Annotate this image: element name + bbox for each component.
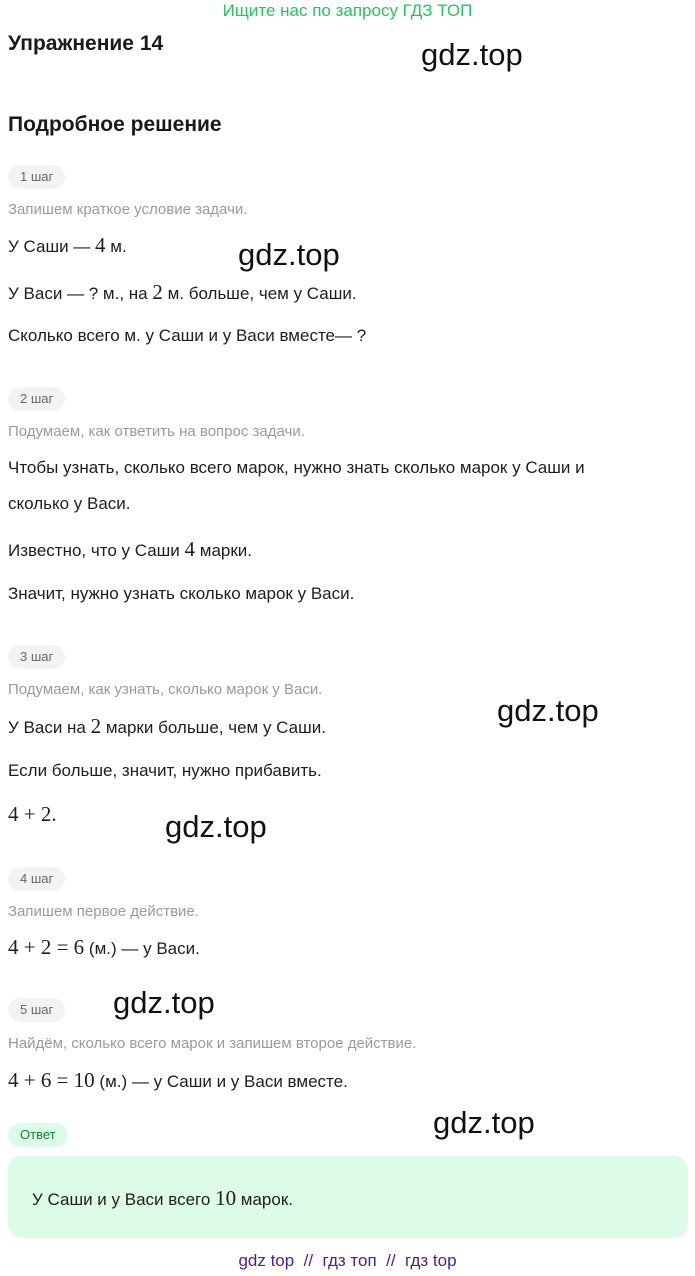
answer-box bbox=[8, 1156, 688, 1238]
watermark: gdz.top bbox=[113, 985, 215, 1020]
step-line: У Васи — ? м., на 2 м. больше, чем у Саши. bbox=[8, 280, 357, 304]
step-badge: 5 шаг bbox=[8, 998, 65, 1022]
step-formula: 4 + 2. bbox=[8, 802, 57, 826]
step-line: Если больше, значит, нужно прибавить. bbox=[8, 761, 322, 780]
step-badge: 1 шаг bbox=[8, 165, 65, 189]
section-title: Подробное решение bbox=[8, 113, 222, 136]
step-line: У Саши — 4 м. bbox=[8, 233, 127, 257]
step-badge: 3 шаг bbox=[8, 645, 65, 669]
step-line: 4 + 6 = 10 (м.) — у Саши и у Васи вместе. bbox=[8, 1068, 348, 1092]
step-line: сколько у Васи. bbox=[8, 494, 131, 513]
watermark: gdz.top bbox=[165, 809, 267, 844]
footer-links[interactable]: gdz top // гдз топ // гдз top bbox=[238, 1251, 457, 1270]
step-hint: Найдём, сколько всего марок и запишем второе действие. bbox=[8, 1035, 417, 1052]
step-line: Значит, нужно узнать сколько марок у Васи. bbox=[8, 584, 355, 603]
step-badge: 2 шаг bbox=[8, 387, 65, 411]
step-badge: 4 шаг bbox=[8, 867, 65, 891]
answer-badge: Ответ bbox=[8, 1123, 68, 1147]
step-line: Чтобы узнать, сколько всего марок, нужно знать сколько марок у Саши и bbox=[8, 458, 585, 477]
watermark: gdz.top bbox=[421, 37, 523, 72]
watermark: gdz.top bbox=[238, 237, 340, 272]
search-banner: Ищите нас по запросу ГДЗ ТОП bbox=[222, 1, 473, 20]
step-hint: Запишем первое действие. bbox=[8, 903, 199, 920]
answer-text: У Саши и у Васи всего 10 марок. bbox=[32, 1186, 293, 1210]
step-hint: Запишем краткое условие задачи. bbox=[8, 201, 248, 218]
step-line: У Васи на 2 марки больше, чем у Саши. bbox=[8, 714, 326, 738]
watermark: gdz.top bbox=[497, 693, 599, 728]
step-hint: Подумаем, как узнать, сколько марок у Васи. bbox=[8, 681, 323, 698]
page-title: Упражнение 14 bbox=[8, 32, 164, 55]
step-hint: Подумаем, как ответить на вопрос задачи. bbox=[8, 423, 305, 440]
step-line: Известно, что у Саши 4 марки. bbox=[8, 537, 253, 561]
step-line: Сколько всего м. у Саши и у Васи вместе— ? bbox=[8, 326, 367, 345]
watermark: gdz.top bbox=[433, 1105, 535, 1140]
step-line: 4 + 2 = 6 (м.) — у Васи. bbox=[8, 935, 200, 959]
